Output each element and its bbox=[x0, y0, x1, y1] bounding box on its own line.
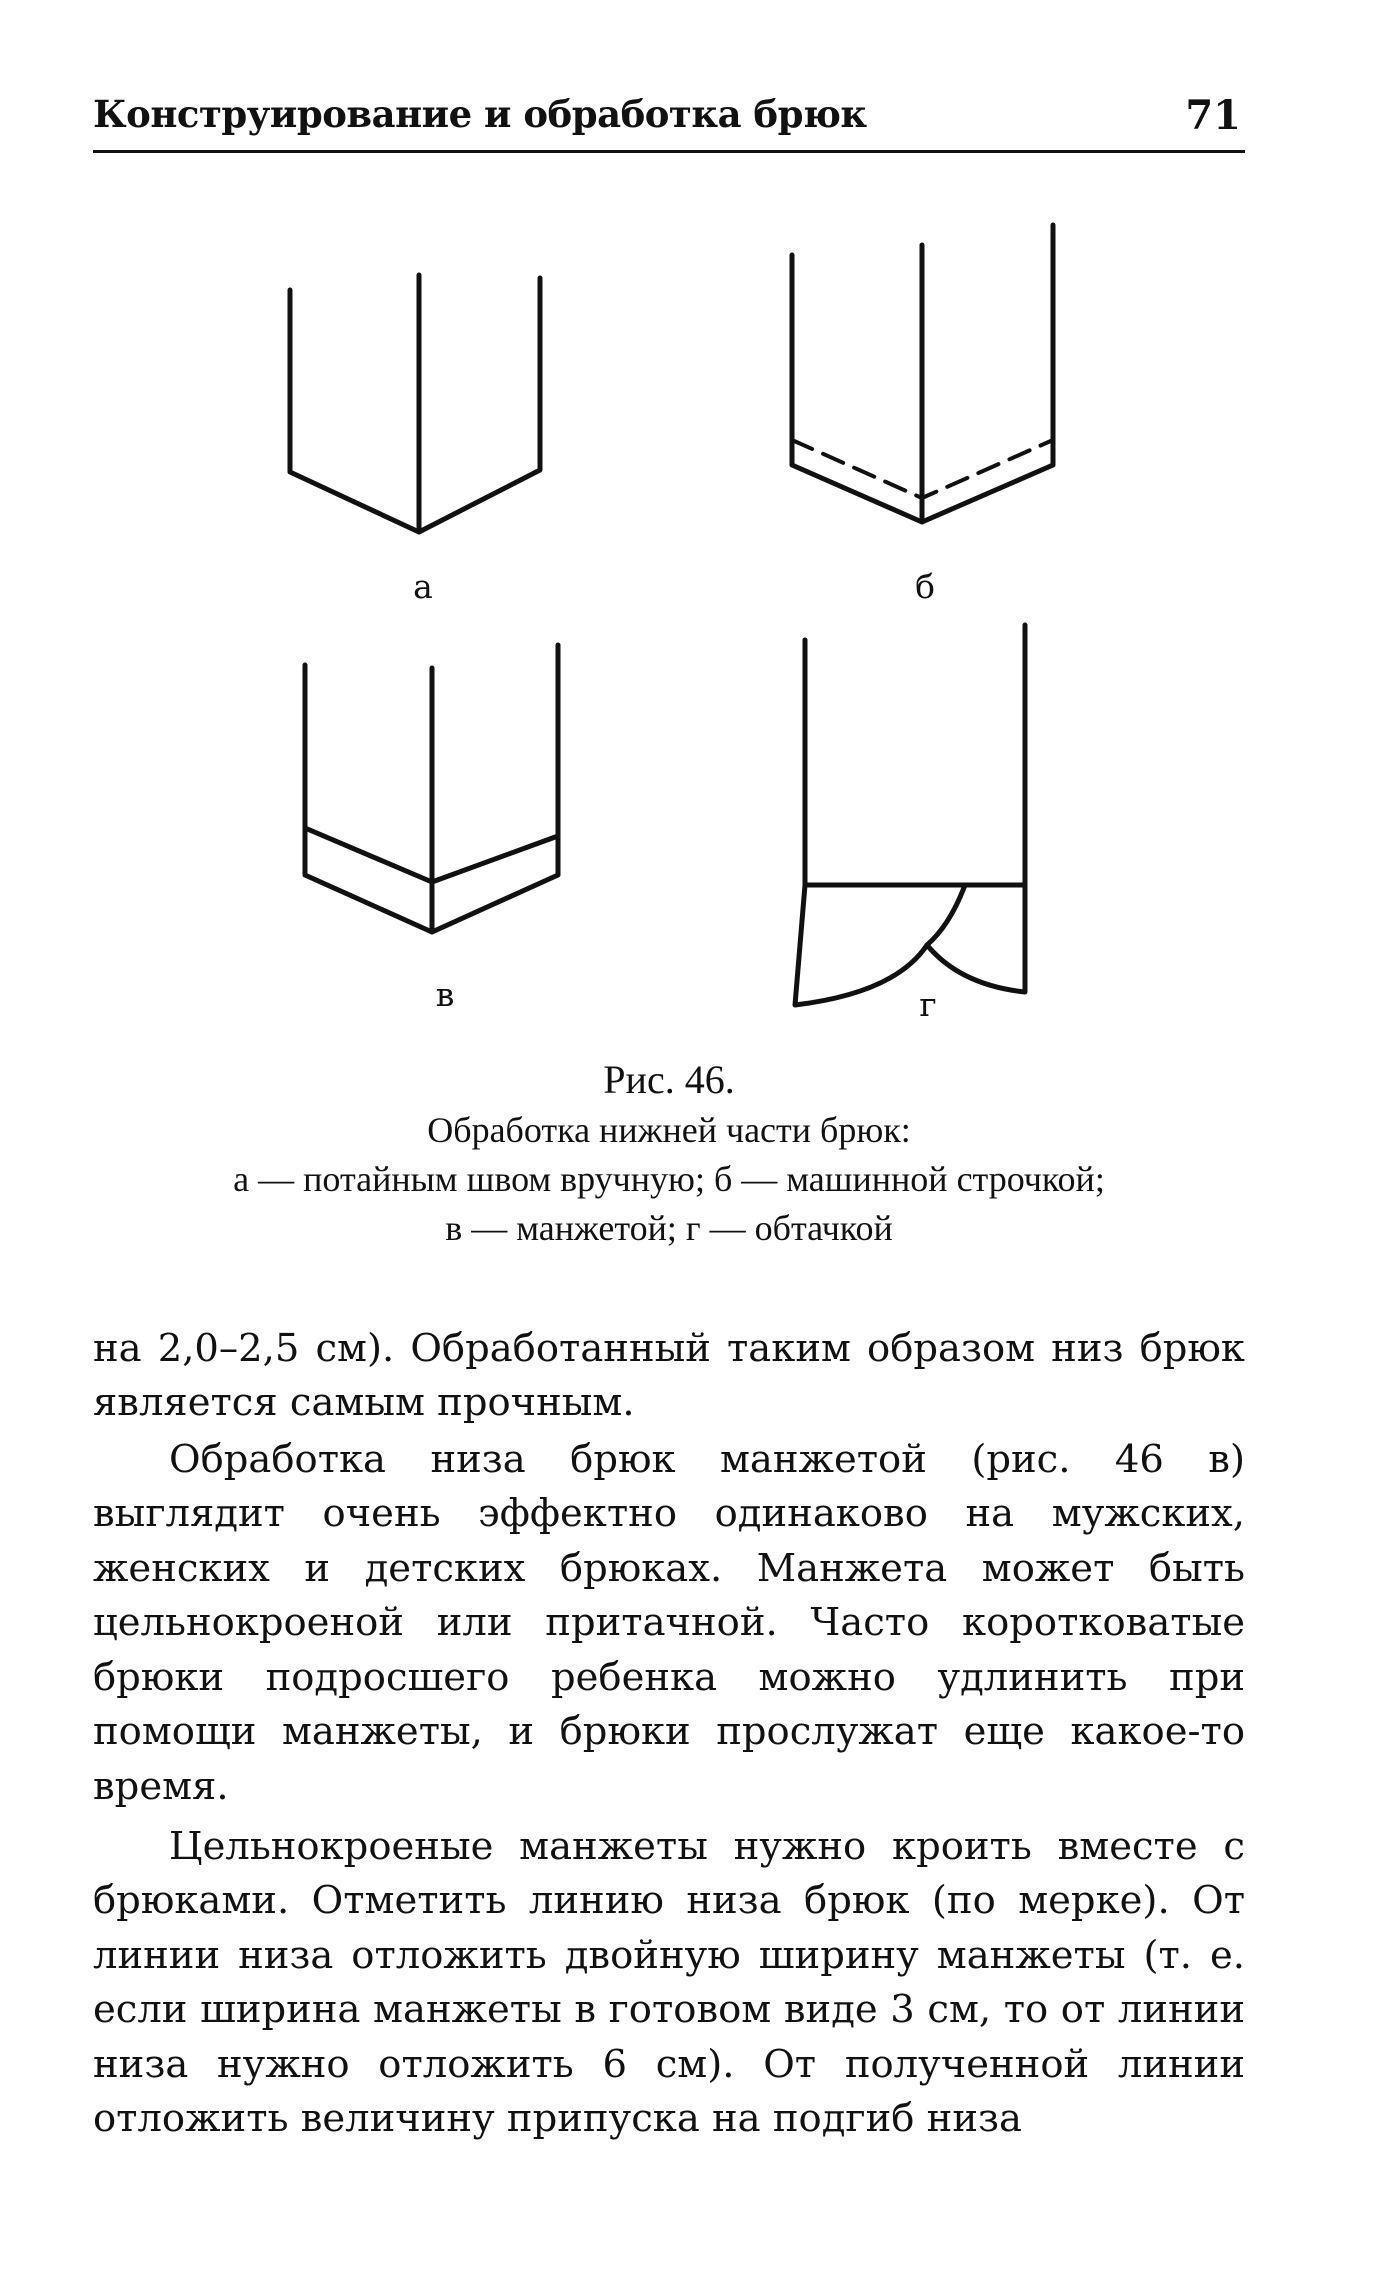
trouser-hem-diagrams bbox=[0, 0, 1373, 1040]
figure-label-b: б bbox=[915, 567, 935, 606]
diagram-v-cuff bbox=[305, 645, 558, 932]
figure-caption-legend-ab: а — потайным швом вручную; б — машинной строчкой; bbox=[233, 1159, 1105, 1199]
paragraph-continuation: на 2,0–2,5 см). Обработанный таким образом низ брюк является самым прочным. bbox=[93, 1325, 1245, 1425]
figure-caption-number: Рис. 46. bbox=[603, 1057, 735, 1102]
paragraph-cut-on-cuffs: Цельнокроеные манжеты нужно кроить вместе с брюками. Отметить линию низа брюк (по мерке). От линии низа отложить двойную ширину манжеты (т. е. если ширина манжеты в готовом виде 3 см, то от линии низа нужно отложить 6 см). От полученной линии отложить величину припуска на подгиб низа bbox=[93, 1823, 1245, 2141]
diagram-b-machine-stitch bbox=[792, 225, 1053, 522]
figure-label-v: в bbox=[435, 975, 455, 1014]
figure-caption-legend-vg: в — манжетой; г — обтачкой bbox=[445, 1208, 893, 1248]
page-number: 71 bbox=[1185, 92, 1241, 139]
figure-caption-title: Обработка нижней части брюк: bbox=[427, 1110, 911, 1150]
figure-label-g: г bbox=[919, 985, 937, 1024]
paragraph-cuff-finishing: Обработка низа брюк манжетой (рис. 46 в) выглядит очень эффектно одинаково на мужских, женских и детских брюках. Манжета может быть цельнокроеной или притачной. Часто коротковатые брюки подросшего ребенка можно удлинить при помощи манжеты, и брюки прослужат еще какое-то время. bbox=[93, 1436, 1245, 1809]
chapter-title: Конструирование и обработка брюк bbox=[93, 92, 867, 136]
figure-46 bbox=[0, 0, 1373, 1040]
diagram-g-facing bbox=[795, 625, 1025, 1005]
diagram-a-blind-hem bbox=[290, 275, 540, 532]
figure-label-a: а bbox=[413, 567, 433, 606]
